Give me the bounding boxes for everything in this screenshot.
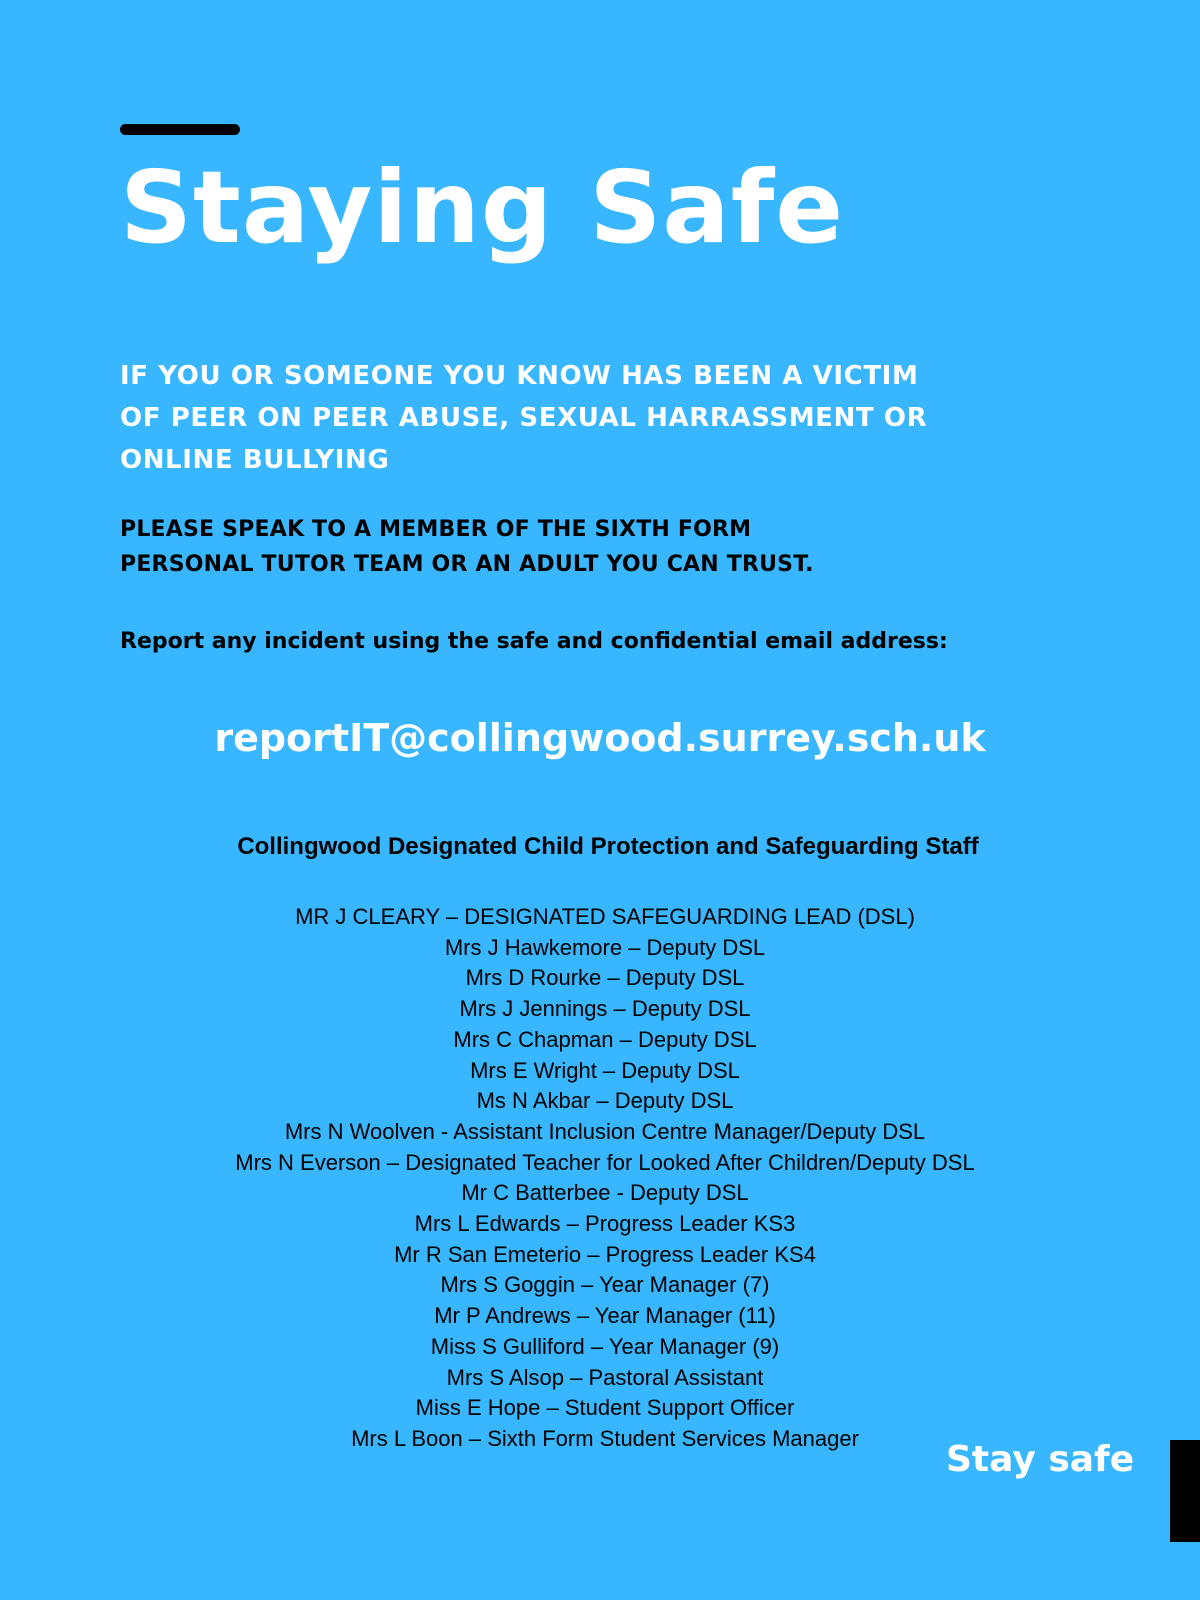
victim-notice-line: IF YOU OR SOMEONE YOU KNOW HAS BEEN A VICTIM (120, 361, 919, 391)
staff-member: Mr C Batterbee - Deputy DSL (461, 1180, 749, 1206)
staff-member: Mrs N Everson – Designated Teacher for Looked After Children/Deputy DSL (235, 1149, 975, 1175)
staff-member: Miss S Gulliford – Year Manager (9) (430, 1333, 780, 1359)
speak-notice-line: PERSONAL TUTOR TEAM OR AN ADULT YOU CAN TRUST. (120, 552, 814, 577)
staff-member: MR J CLEARY – DESIGNATED SAFEGUARDING LEAD (DSL) (295, 904, 915, 929)
title-accent-bar (120, 124, 240, 135)
corner-accent-block (1170, 1440, 1200, 1542)
report-instruction: Report any incident using the safe and confidential email address: (120, 629, 948, 654)
report-email-address: reportIT@collingwood.surrey.sch.uk (214, 716, 986, 760)
staff-member: Mrs S Goggin – Year Manager (7) (440, 1272, 770, 1298)
staff-member: Miss E Hope – Student Support Officer (415, 1395, 795, 1421)
page-title: Staying Safe (120, 149, 845, 266)
staff-member: Mrs D Rourke – Deputy DSL (465, 965, 745, 991)
victim-notice (120, 355, 1000, 481)
staff-member: Mrs J Hawkemore – Deputy DSL (444, 934, 766, 960)
staff-heading: Collingwood Designated Child Protection and Safeguarding Staff (237, 833, 979, 860)
staff-member: Mr P Andrews – Year Manager (11) (434, 1303, 776, 1329)
staff-member: Mrs E Wright – Deputy DSL (470, 1057, 740, 1083)
staff-list (0, 902, 1200, 1455)
speak-notice-line: PLEASE SPEAK TO A MEMBER OF THE SIXTH FORM (120, 517, 752, 542)
speak-to-staff-notice (120, 512, 814, 582)
staff-member: Mrs N Woolven - Assistant Inclusion Centre Manager/Deputy DSL (284, 1118, 926, 1144)
staff-member: Mrs L Boon – Sixth Form Student Services Manager (351, 1425, 859, 1451)
staff-member: Ms N Akbar – Deputy DSL (476, 1088, 734, 1114)
staff-member: Mrs C Chapman – Deputy DSL (453, 1026, 757, 1052)
stay-safe-tag: Stay safe (946, 1439, 1135, 1480)
staff-member: Mrs L Edwards – Progress Leader KS3 (414, 1211, 796, 1237)
staff-member: Mrs J Jennings – Deputy DSL (459, 996, 751, 1022)
victim-notice-line: ONLINE BULLYING (120, 445, 390, 475)
victim-notice-line: OF PEER ON PEER ABUSE, SEXUAL HARRASSMENT OR (120, 403, 928, 433)
staff-member: Mr R San Emeterio – Progress Leader KS4 (394, 1241, 816, 1267)
staff-member: Mrs S Alsop – Pastoral Assistant (446, 1364, 764, 1390)
